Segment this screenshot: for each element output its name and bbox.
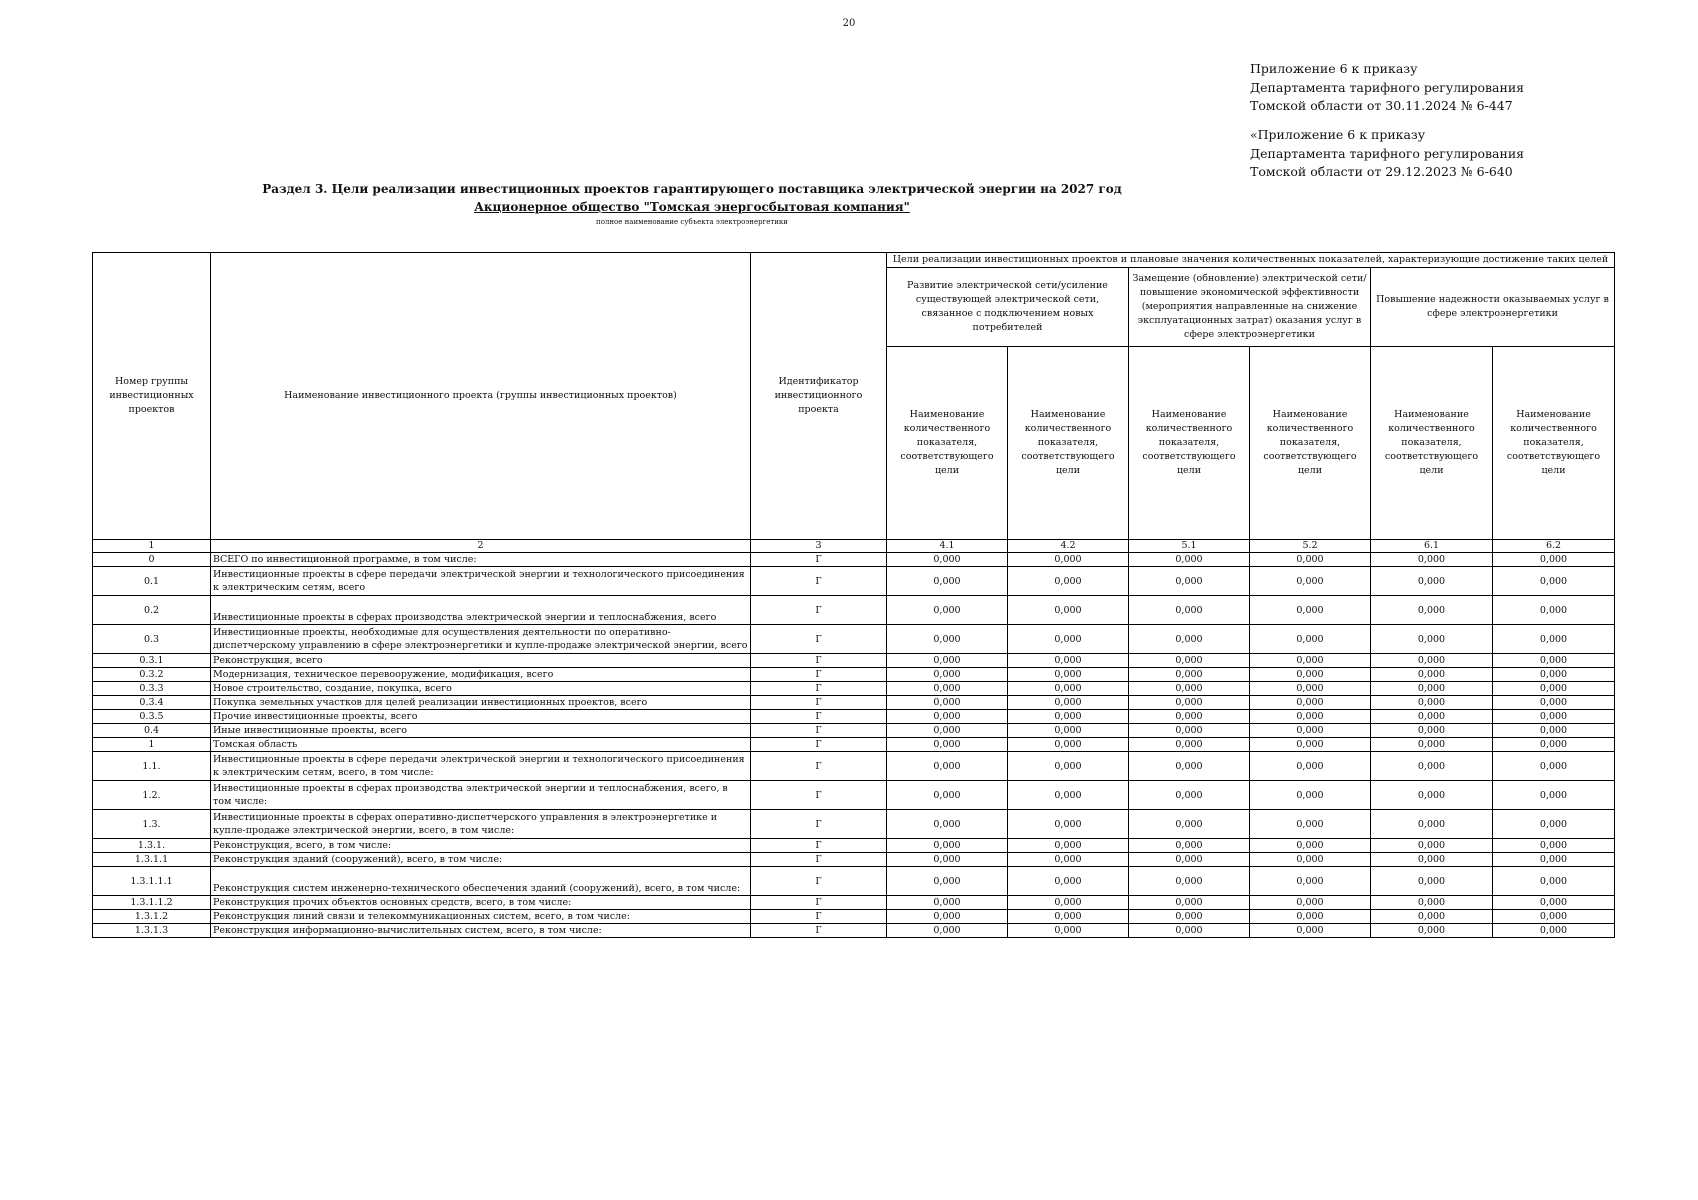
- row-identifier: Г: [751, 696, 887, 710]
- row-identifier: Г: [751, 654, 887, 668]
- row-project-name: Инвестиционные проекты в сферах производства электрической энергии и теплоснабжения, всего: [211, 596, 751, 625]
- row-indicator-value: 0,000: [1493, 567, 1615, 596]
- row-group-number: 1.3.1.: [93, 839, 211, 853]
- row-indicator-value: 0,000: [887, 710, 1008, 724]
- row-indicator-value: 0,000: [1129, 752, 1250, 781]
- row-indicator-value: 0,000: [1493, 738, 1615, 752]
- row-group-number: 0: [93, 553, 211, 567]
- table-row: [93, 853, 1615, 867]
- row-identifier: Г: [751, 724, 887, 738]
- row-project-name: Реконструкция, всего, в том числе:: [211, 839, 751, 853]
- row-project-name: Инвестиционные проекты в сфере передачи электрической энергии и технологического присоединения к электрическим сетям, всего, в том числе:: [211, 752, 751, 781]
- row-indicator-value: 0,000: [1129, 625, 1250, 654]
- table-row: [93, 910, 1615, 924]
- row-indicator-value: 0,000: [1008, 625, 1129, 654]
- row-group-number: 1.1.: [93, 752, 211, 781]
- row-indicator-value: 0,000: [1129, 910, 1250, 924]
- row-group-number: 1.3.1.1.2: [93, 896, 211, 910]
- row-indicator-value: 0,000: [1250, 567, 1371, 596]
- page-number: 20: [842, 18, 856, 29]
- header-identifier: Идентификатор инвестиционного проекта: [751, 253, 887, 540]
- header-indicator-name: Наименование количественного показателя, соответствующего цели: [1493, 347, 1615, 540]
- header-project-name: Наименование инвестиционного проекта (группы инвестиционных проектов): [211, 253, 751, 540]
- row-indicator-value: 0,000: [1008, 867, 1129, 896]
- row-indicator-value: 0,000: [1250, 810, 1371, 839]
- row-indicator-value: 0,000: [1008, 654, 1129, 668]
- appendix-current-order: [1250, 60, 1524, 116]
- row-project-name: Томская область: [211, 738, 751, 752]
- row-indicator-value: 0,000: [1129, 924, 1250, 938]
- header-goal-reliability: Повышение надежности оказываемых услуг в сфере электроэнергетики: [1371, 268, 1615, 347]
- row-indicator-value: 0,000: [1250, 896, 1371, 910]
- column-number: 5.1: [1129, 540, 1250, 553]
- row-indicator-value: 0,000: [1008, 853, 1129, 867]
- row-project-name: Реконструкция линий связи и телекоммуникационных систем, всего, в том числе:: [211, 910, 751, 924]
- row-group-number: 1: [93, 738, 211, 752]
- row-indicator-value: 0,000: [1008, 553, 1129, 567]
- row-indicator-value: 0,000: [887, 781, 1008, 810]
- row-identifier: Г: [751, 553, 887, 567]
- row-indicator-value: 0,000: [887, 596, 1008, 625]
- row-group-number: 1.3.1.3: [93, 924, 211, 938]
- table-row: [93, 596, 1615, 625]
- row-indicator-value: 0,000: [1008, 839, 1129, 853]
- table-row: [93, 810, 1615, 839]
- row-indicator-value: 0,000: [1250, 910, 1371, 924]
- appendix-line: «Приложение 6 к приказу: [1250, 127, 1426, 142]
- table-row: [93, 625, 1615, 654]
- row-identifier: Г: [751, 668, 887, 682]
- row-indicator-value: 0,000: [1371, 924, 1493, 938]
- column-number: 6.1: [1371, 540, 1493, 553]
- row-indicator-value: 0,000: [1250, 696, 1371, 710]
- row-indicator-value: 0,000: [1129, 553, 1250, 567]
- row-indicator-value: 0,000: [1250, 853, 1371, 867]
- row-indicator-value: 0,000: [1129, 682, 1250, 696]
- table-row: [93, 696, 1615, 710]
- row-identifier: Г: [751, 738, 887, 752]
- row-indicator-value: 0,000: [1250, 724, 1371, 738]
- row-identifier: Г: [751, 710, 887, 724]
- row-group-number: 0.3: [93, 625, 211, 654]
- row-group-number: 0.4: [93, 724, 211, 738]
- row-indicator-value: 0,000: [1371, 553, 1493, 567]
- column-number: 5.2: [1250, 540, 1371, 553]
- column-number: 3: [751, 540, 887, 553]
- row-indicator-value: 0,000: [1493, 682, 1615, 696]
- row-indicator-value: 0,000: [1250, 738, 1371, 752]
- row-indicator-value: 0,000: [1008, 567, 1129, 596]
- row-indicator-value: 0,000: [1250, 654, 1371, 668]
- row-indicator-value: 0,000: [1371, 810, 1493, 839]
- row-indicator-value: 0,000: [1493, 625, 1615, 654]
- row-indicator-value: 0,000: [1250, 682, 1371, 696]
- row-indicator-value: 0,000: [887, 696, 1008, 710]
- row-indicator-value: 0,000: [1371, 752, 1493, 781]
- row-indicator-value: 0,000: [1008, 596, 1129, 625]
- row-project-name: Инвестиционные проекты в сферах производства электрической энергии и теплоснабжения, всего, в том числе:: [211, 781, 751, 810]
- table-row: [93, 654, 1615, 668]
- row-indicator-value: 0,000: [887, 668, 1008, 682]
- table-row: [93, 710, 1615, 724]
- row-indicator-value: 0,000: [887, 839, 1008, 853]
- row-indicator-value: 0,000: [1371, 781, 1493, 810]
- row-indicator-value: 0,000: [1493, 553, 1615, 567]
- row-identifier: Г: [751, 625, 887, 654]
- row-group-number: 0.3.5: [93, 710, 211, 724]
- row-indicator-value: 0,000: [1371, 710, 1493, 724]
- column-number: 6.2: [1493, 540, 1615, 553]
- row-identifier: Г: [751, 567, 887, 596]
- table-row: [93, 924, 1615, 938]
- row-indicator-value: 0,000: [1493, 752, 1615, 781]
- row-indicator-value: 0,000: [1129, 696, 1250, 710]
- row-indicator-value: 0,000: [1129, 668, 1250, 682]
- row-indicator-value: 0,000: [1129, 724, 1250, 738]
- row-indicator-value: 0,000: [887, 752, 1008, 781]
- section-title: Раздел 3. Цели реализации инвестиционных проектов гарантирующего поставщика электрической энергии на 2027 год: [262, 182, 1122, 196]
- row-project-name: Инвестиционные проекты в сфере передачи электрической энергии и технологического присоединения к электрическим сетям, всего: [211, 567, 751, 596]
- table-row: [93, 839, 1615, 853]
- row-indicator-value: 0,000: [1493, 896, 1615, 910]
- row-indicator-value: 0,000: [1371, 896, 1493, 910]
- row-project-name: Инвестиционные проекты, необходимые для осуществления деятельности по оперативно-диспетчерскому управлению в сфере электроэнергетики и купле-продаже электрической энергии, всего: [211, 625, 751, 654]
- appendix-line: Томской области от 30.11.2024 № 6-447: [1250, 98, 1513, 113]
- row-identifier: Г: [751, 810, 887, 839]
- table-row: [93, 867, 1615, 896]
- table-row: [93, 738, 1615, 752]
- row-group-number: 0.2: [93, 596, 211, 625]
- row-indicator-value: 0,000: [1008, 924, 1129, 938]
- row-indicator-value: 0,000: [1129, 596, 1250, 625]
- row-identifier: Г: [751, 596, 887, 625]
- row-identifier: Г: [751, 896, 887, 910]
- row-indicator-value: 0,000: [1493, 924, 1615, 938]
- row-indicator-value: 0,000: [887, 553, 1008, 567]
- row-indicator-value: 0,000: [1493, 668, 1615, 682]
- organization-caption: полное наименование субъекта электроэнергетики: [596, 218, 788, 226]
- row-indicator-value: 0,000: [1371, 910, 1493, 924]
- table-row: [93, 553, 1615, 567]
- row-indicator-value: 0,000: [1493, 724, 1615, 738]
- row-group-number: 1.3.: [93, 810, 211, 839]
- row-indicator-value: 0,000: [1371, 839, 1493, 853]
- row-project-name: Реконструкция зданий (сооружений), всего, в том числе:: [211, 853, 751, 867]
- row-indicator-value: 0,000: [1250, 710, 1371, 724]
- row-identifier: Г: [751, 752, 887, 781]
- row-identifier: Г: [751, 839, 887, 853]
- row-group-number: 1.3.1.2: [93, 910, 211, 924]
- row-indicator-value: 0,000: [887, 896, 1008, 910]
- row-group-number: 0.3.1: [93, 654, 211, 668]
- row-indicator-value: 0,000: [1371, 738, 1493, 752]
- row-indicator-value: 0,000: [1371, 682, 1493, 696]
- row-indicator-value: 0,000: [887, 910, 1008, 924]
- row-indicator-value: 0,000: [1250, 553, 1371, 567]
- row-indicator-value: 0,000: [1008, 896, 1129, 910]
- row-indicator-value: 0,000: [887, 738, 1008, 752]
- row-indicator-value: 0,000: [887, 810, 1008, 839]
- row-indicator-value: 0,000: [1250, 867, 1371, 896]
- column-number: 2: [211, 540, 751, 553]
- table-row: [93, 567, 1615, 596]
- row-indicator-value: 0,000: [1008, 710, 1129, 724]
- row-indicator-value: 0,000: [1250, 625, 1371, 654]
- row-identifier: Г: [751, 781, 887, 810]
- row-indicator-value: 0,000: [1371, 654, 1493, 668]
- column-number: 4.1: [887, 540, 1008, 553]
- header-indicator-name: Наименование количественного показателя, соответствующего цели: [1371, 347, 1493, 540]
- row-indicator-value: 0,000: [1008, 781, 1129, 810]
- row-indicator-value: 0,000: [1008, 810, 1129, 839]
- appendix-line: Департамента тарифного регулирования: [1250, 79, 1525, 95]
- row-indicator-value: 0,000: [1250, 668, 1371, 682]
- row-indicator-value: 0,000: [1493, 853, 1615, 867]
- row-project-name: Прочие инвестиционные проекты, всего: [211, 710, 751, 724]
- row-indicator-value: 0,000: [1250, 752, 1371, 781]
- investment-goals-table: [92, 252, 1615, 938]
- row-indicator-value: 0,000: [1371, 596, 1493, 625]
- row-project-name: ВСЕГО по инвестиционной программе, в том числе:: [211, 553, 751, 567]
- row-indicator-value: 0,000: [1371, 696, 1493, 710]
- row-indicator-value: 0,000: [1493, 710, 1615, 724]
- row-indicator-value: 0,000: [1129, 839, 1250, 853]
- row-indicator-value: 0,000: [1129, 710, 1250, 724]
- row-indicator-value: 0,000: [1371, 567, 1493, 596]
- row-indicator-value: 0,000: [1493, 839, 1615, 853]
- table-row: [93, 752, 1615, 781]
- row-project-name: Инвестиционные проекты в сферах оперативно-диспетчерского управления в электроэнергетике и купле-продаже электрической энергии, всего, в том числе:: [211, 810, 751, 839]
- row-group-number: 1.3.1.1: [93, 853, 211, 867]
- row-project-name: Реконструкция, всего: [211, 654, 751, 668]
- row-indicator-value: 0,000: [1493, 867, 1615, 896]
- appendix-line: Томской области от 29.12.2023 № 6-640: [1250, 164, 1513, 179]
- row-indicator-value: 0,000: [1371, 724, 1493, 738]
- appendix-line: Департамента тарифного регулирования: [1250, 145, 1525, 161]
- row-indicator-value: 0,000: [1129, 867, 1250, 896]
- row-project-name: Покупка земельных участков для целей реализации инвестиционных проектов, всего: [211, 696, 751, 710]
- row-indicator-value: 0,000: [887, 924, 1008, 938]
- row-group-number: 0.3.4: [93, 696, 211, 710]
- row-project-name: Реконструкция прочих объектов основных средств, всего, в том числе:: [211, 896, 751, 910]
- row-project-name: Модернизация, техническое перевооружение, модификация, всего: [211, 668, 751, 682]
- row-identifier: Г: [751, 924, 887, 938]
- row-indicator-value: 0,000: [1493, 696, 1615, 710]
- row-indicator-value: 0,000: [1493, 910, 1615, 924]
- row-indicator-value: 0,000: [1008, 910, 1129, 924]
- row-group-number: 1.2.: [93, 781, 211, 810]
- row-indicator-value: 0,000: [1250, 839, 1371, 853]
- table-row: [93, 896, 1615, 910]
- table-row: [93, 682, 1615, 696]
- header-indicator-name: Наименование количественного показателя, соответствующего цели: [1250, 347, 1371, 540]
- column-number: 1: [93, 540, 211, 553]
- row-indicator-value: 0,000: [887, 682, 1008, 696]
- row-indicator-value: 0,000: [1008, 696, 1129, 710]
- row-group-number: 1.3.1.1.1: [93, 867, 211, 896]
- row-identifier: Г: [751, 867, 887, 896]
- row-indicator-value: 0,000: [887, 567, 1008, 596]
- header-indicator-name: Наименование количественного показателя, соответствующего цели: [887, 347, 1008, 540]
- row-project-name: Новое строительство, создание, покупка, всего: [211, 682, 751, 696]
- table-row: [93, 781, 1615, 810]
- row-identifier: Г: [751, 853, 887, 867]
- row-indicator-value: 0,000: [1250, 781, 1371, 810]
- row-indicator-value: 0,000: [1371, 867, 1493, 896]
- row-identifier: Г: [751, 910, 887, 924]
- row-group-number: 0.1: [93, 567, 211, 596]
- row-indicator-value: 0,000: [1008, 724, 1129, 738]
- header-goal-network-development: Развитие электрической сети/усиление существующей электрической сети, связанное с подключением новых потребителей: [887, 268, 1129, 347]
- row-indicator-value: 0,000: [1008, 738, 1129, 752]
- row-indicator-value: 0,000: [1008, 668, 1129, 682]
- row-indicator-value: 0,000: [1371, 625, 1493, 654]
- row-indicator-value: 0,000: [1129, 853, 1250, 867]
- row-indicator-value: 0,000: [1493, 654, 1615, 668]
- header-indicator-name: Наименование количественного показателя, соответствующего цели: [1008, 347, 1129, 540]
- row-indicator-value: 0,000: [1493, 810, 1615, 839]
- row-indicator-value: 0,000: [1129, 781, 1250, 810]
- row-project-name: Иные инвестиционные проекты, всего: [211, 724, 751, 738]
- table-row: [93, 724, 1615, 738]
- organization-name: Акционерное общество "Томская энергосбытовая компания": [474, 200, 910, 214]
- row-indicator-value: 0,000: [1008, 682, 1129, 696]
- appendix-line: Приложение 6 к приказу: [1250, 61, 1418, 76]
- row-group-number: 0.3.2: [93, 668, 211, 682]
- row-identifier: Г: [751, 682, 887, 696]
- row-indicator-value: 0,000: [1129, 654, 1250, 668]
- row-indicator-value: 0,000: [887, 654, 1008, 668]
- appendix-previous-order: [1250, 126, 1524, 182]
- row-indicator-value: 0,000: [1129, 567, 1250, 596]
- row-project-name: Реконструкция систем инженерно-технического обеспечения зданий (сооружений), всего, в том числе:: [211, 867, 751, 896]
- row-indicator-value: 0,000: [1493, 596, 1615, 625]
- table-body: [93, 553, 1615, 938]
- row-indicator-value: 0,000: [1129, 810, 1250, 839]
- row-indicator-value: 0,000: [1129, 738, 1250, 752]
- row-indicator-value: 0,000: [1129, 896, 1250, 910]
- header-indicator-name: Наименование количественного показателя, соответствующего цели: [1129, 347, 1250, 540]
- row-indicator-value: 0,000: [887, 853, 1008, 867]
- row-indicator-value: 0,000: [887, 625, 1008, 654]
- row-indicator-value: 0,000: [1493, 781, 1615, 810]
- row-indicator-value: 0,000: [1371, 668, 1493, 682]
- table-row: [93, 668, 1615, 682]
- header-goal-network-replacement: Замещение (обновление) электрической сети/повышение экономической эффективности (мероприятия направленные на снижение эксплуатационных затрат) оказания услуг в сфере электроэнергетики: [1129, 268, 1371, 347]
- row-indicator-value: 0,000: [887, 724, 1008, 738]
- row-project-name: Реконструкция информационно-вычислительных систем, всего, в том числе:: [211, 924, 751, 938]
- row-indicator-value: 0,000: [887, 867, 1008, 896]
- row-indicator-value: 0,000: [1371, 853, 1493, 867]
- row-indicator-value: 0,000: [1250, 596, 1371, 625]
- row-indicator-value: 0,000: [1250, 924, 1371, 938]
- header-group-number: Номер группы инвестиционных проектов: [93, 253, 211, 540]
- row-indicator-value: 0,000: [1008, 752, 1129, 781]
- row-group-number: 0.3.3: [93, 682, 211, 696]
- column-number: 4.2: [1008, 540, 1129, 553]
- header-goals-caption: Цели реализации инвестиционных проектов и плановые значения количественных показателей, характеризующие достижение таких целей: [887, 253, 1615, 268]
